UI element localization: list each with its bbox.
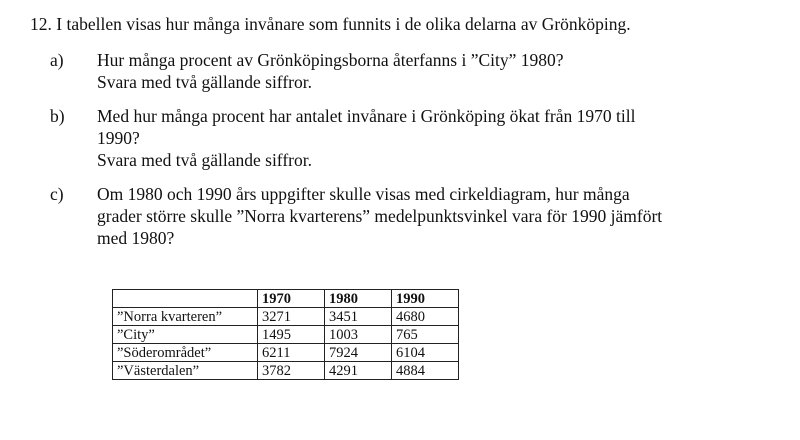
population-table (112, 289, 459, 380)
sub-question-letter: a) (50, 50, 64, 70)
sub-question-line: Svara med två gällande siffror. (97, 150, 312, 170)
sub-question-line: Om 1980 och 1990 års uppgifter skulle visas med cirkeldiagram, hur många (97, 184, 630, 204)
population-cell: 4291 (325, 362, 392, 380)
sub-question-text (97, 105, 737, 171)
population-cell: 7924 (325, 344, 392, 362)
sub-question-text (97, 183, 737, 249)
population-cell: 6104 (392, 344, 459, 362)
district-name-cell: ”Norra kvarteren” (113, 308, 258, 326)
column-header: 1990 (392, 290, 459, 308)
population-cell: 3271 (258, 308, 325, 326)
population-cell: 3782 (258, 362, 325, 380)
sub-question-line: 1990? (97, 128, 140, 148)
column-header: 1980 (325, 290, 392, 308)
table-corner-cell (113, 290, 258, 308)
table-header-row (113, 290, 459, 308)
population-cell: 1495 (258, 326, 325, 344)
sub-question-line: Hur många procent av Grönköpingsborna återfanns i ”City” 1980? (97, 50, 564, 70)
question-heading: 12. I tabellen visas hur många invånare som funnits i de olika delarna av Grönköping. (30, 14, 631, 34)
sub-question-letter: c) (50, 184, 64, 204)
sub-question-line: med 1980? (97, 228, 175, 248)
table-row (113, 308, 459, 326)
district-name-cell: ”Västerdalen” (113, 362, 258, 380)
sub-question-line: Med hur många procent har antalet invånare i Grönköping ökat från 1970 till (97, 106, 636, 126)
population-cell: 4884 (392, 362, 459, 380)
column-header: 1970 (258, 290, 325, 308)
population-cell: 6211 (258, 344, 325, 362)
sub-question-text (97, 49, 737, 93)
sub-question-line: Svara med två gällande siffror. (97, 72, 312, 92)
table-row (113, 362, 459, 380)
population-cell: 3451 (325, 308, 392, 326)
district-name-cell: ”City” (113, 326, 258, 344)
district-name-cell: ”Söderområdet” (113, 344, 258, 362)
population-cell: 4680 (392, 308, 459, 326)
table-row (113, 344, 459, 362)
table-row (113, 326, 459, 344)
sub-question-line: grader större skulle ”Norra kvarterens” medelpunktsvinkel vara för 1990 jämfört (97, 206, 663, 226)
population-cell: 1003 (325, 326, 392, 344)
population-cell: 765 (392, 326, 459, 344)
sub-question-letter: b) (50, 106, 65, 126)
